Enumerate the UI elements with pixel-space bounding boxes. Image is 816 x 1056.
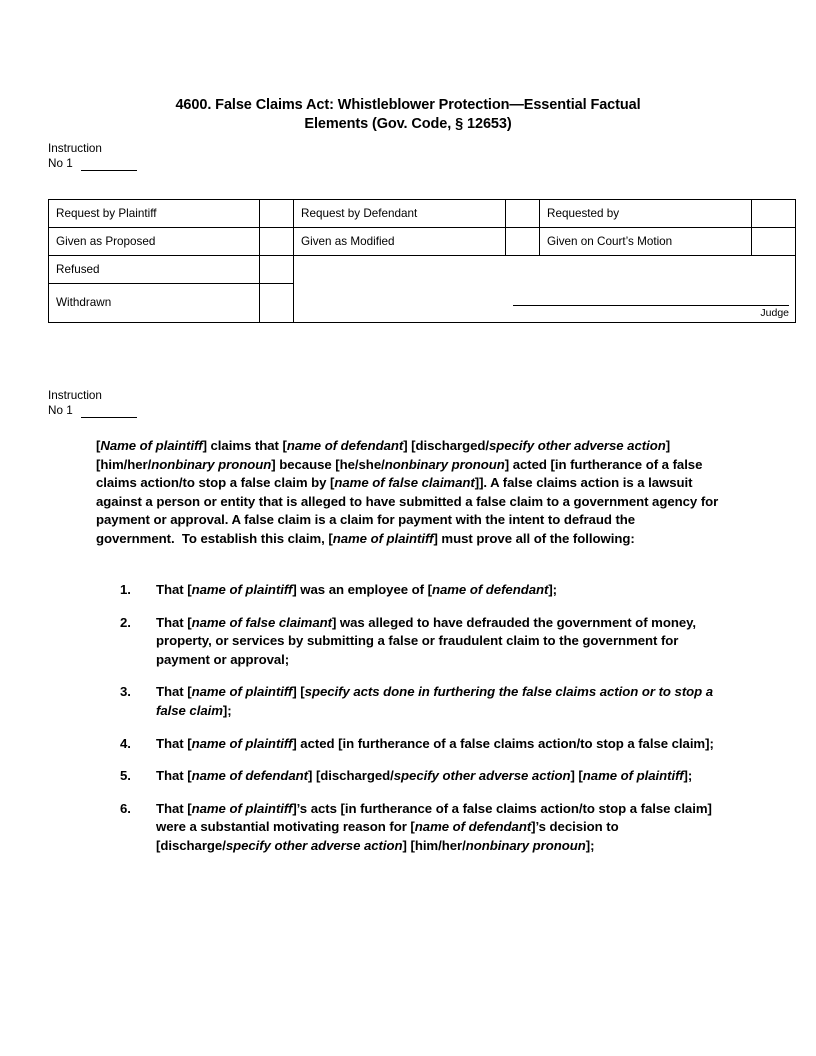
static-text: ] acted [in furtherance of a false claims action/to stop a false claim by [ xyxy=(96,456,703,491)
list-item xyxy=(120,614,728,670)
static-text: That [ xyxy=(156,768,192,784)
list-item-text xyxy=(156,800,728,856)
page-title-line-2: Elements (Gov. Code, § 12653) xyxy=(304,116,512,132)
checkbox-requested-by[interactable] xyxy=(752,200,796,228)
placeholder-variable: name of defendant xyxy=(414,819,532,835)
list-item-text xyxy=(156,581,728,600)
static-text: That [ xyxy=(156,800,192,816)
static-text: That [ xyxy=(156,684,192,700)
checkbox-given-on-courts-motion[interactable] xyxy=(752,228,796,256)
checkbox-request-by-defendant[interactable] xyxy=(506,200,540,228)
list-item-number: 1. xyxy=(120,582,131,597)
static-text: ]’s decision to [discharge/ xyxy=(156,819,619,853)
list-item-text xyxy=(156,683,728,720)
placeholder-variable: name of plaintiff xyxy=(191,684,293,700)
checkbox-given-as-proposed[interactable] xyxy=(260,228,294,256)
placeholder-variable: Name of plaintiff xyxy=(100,438,203,453)
instruction-number-top: No 1 xyxy=(48,157,73,170)
disposition-table xyxy=(48,199,796,323)
list-item xyxy=(120,800,728,856)
cell-requested-by: Requested by xyxy=(540,200,752,228)
list-item xyxy=(120,581,728,600)
cell-request-by-plaintiff: Request by Plaintiff xyxy=(49,200,260,228)
static-text: ] was alleged to have defrauded the government of money, property, or services by submitting a false or fraudulent claim to the government for payment or approval; xyxy=(156,614,697,667)
placeholder-variable: name of defendant xyxy=(191,768,308,784)
placeholder-variable: name of plaintiff xyxy=(191,735,293,751)
instruction-label-body: Instruction xyxy=(48,389,102,402)
static-text: ] [him/her/ xyxy=(402,837,466,853)
list-item xyxy=(120,683,728,720)
instruction-number-body: No 1 xyxy=(48,404,73,417)
placeholder-variable: specify acts done in furthering the false claims action or to stop a false claim xyxy=(156,684,714,718)
static-text: ] [him/her/ xyxy=(96,438,671,472)
placeholder-variable: name of false claimant xyxy=(191,614,332,630)
page-title-line-1: 4600. False Claims Act: Whistleblower Protection—Essential Factual xyxy=(175,97,641,113)
static-text: [ xyxy=(96,438,101,453)
placeholder-variable: name of false claimant xyxy=(334,475,475,491)
placeholder-variable: name of plaintiff xyxy=(332,530,434,546)
checkbox-request-by-plaintiff[interactable] xyxy=(260,200,294,228)
table-row xyxy=(49,200,796,228)
static-text: ] acted [in furtherance of a false claims action/to stop a false claim]; xyxy=(292,735,714,751)
static-text: ] must prove all of the following: xyxy=(433,530,635,546)
cell-given-as-proposed: Given as Proposed xyxy=(49,228,260,256)
list-item-text xyxy=(156,767,728,786)
table-row xyxy=(49,256,796,284)
placeholder-variable: specify other adverse action xyxy=(225,837,403,853)
checkbox-withdrawn[interactable] xyxy=(260,284,294,323)
placeholder-variable: name of defendant xyxy=(286,438,404,453)
judge-signature-block xyxy=(513,304,789,320)
placeholder-variable: name of defendant xyxy=(431,582,549,597)
static-text: ]]. A false claims action is a lawsuit against a person or entity that is alleged to have submitted a false claim to a government agency for payment or approval. A false claim is a claim for payment with the intent to defraud the government. To establish this claim, [ xyxy=(96,475,719,546)
instruction-number-blank-body[interactable] xyxy=(81,406,137,418)
list-item-text xyxy=(156,735,728,754)
static-text: ]; xyxy=(222,702,232,718)
static-text: That [ xyxy=(156,582,192,597)
placeholder-variable: nonbinary pronoun xyxy=(384,456,505,472)
static-text: ]; xyxy=(683,768,693,784)
placeholder-variable: nonbinary pronoun xyxy=(465,837,586,853)
static-text: ] [discharged/ xyxy=(307,768,394,784)
list-item xyxy=(120,735,728,754)
placeholder-variable: name of plaintiff xyxy=(582,768,684,784)
cell-request-by-defendant: Request by Defendant xyxy=(294,200,506,228)
static-text: ] [ xyxy=(292,684,305,700)
cell-given-on-courts-motion: Given on Court’s Motion xyxy=(540,228,752,256)
instruction-number-header-top xyxy=(48,141,137,171)
static-text: ] was an employee of [ xyxy=(292,582,432,597)
static-text: ] because [he/she/ xyxy=(271,456,385,472)
static-text: ] [discharged/ xyxy=(403,438,489,453)
placeholder-variable: specify other adverse action xyxy=(393,768,571,784)
judge-signature-area xyxy=(294,256,796,323)
instruction-number-blank-top[interactable] xyxy=(81,159,137,171)
list-item xyxy=(120,767,728,786)
static-text: ] claims that [ xyxy=(202,438,287,453)
placeholder-variable: name of plaintiff xyxy=(191,800,293,816)
list-item-number: 3. xyxy=(120,684,131,700)
instruction-label-top: Instruction xyxy=(48,142,102,155)
cell-withdrawn: Withdrawn xyxy=(49,284,260,323)
page-title xyxy=(120,96,696,134)
static-text: That [ xyxy=(156,614,192,630)
placeholder-variable: specify other adverse action xyxy=(489,438,666,453)
instruction-paragraph xyxy=(96,437,720,549)
static-text: ]’s acts [in furtherance of a false claims action/to stop a false claim] were a substantial motivating reason for [ xyxy=(156,800,712,835)
list-item-number: 6. xyxy=(120,800,131,816)
cell-refused: Refused xyxy=(49,256,260,284)
list-item-number: 5. xyxy=(120,768,131,784)
static-text: ] [ xyxy=(570,768,583,784)
checkbox-refused[interactable] xyxy=(260,256,294,284)
list-item-number: 2. xyxy=(120,614,131,630)
checkbox-given-as-modified[interactable] xyxy=(506,228,540,256)
table-row xyxy=(49,228,796,256)
list-item-text xyxy=(156,614,728,670)
list-item-number: 4. xyxy=(120,735,131,751)
essential-elements-list xyxy=(120,581,728,856)
placeholder-variable: nonbinary pronoun xyxy=(151,456,272,472)
static-text: That [ xyxy=(156,735,192,751)
static-text: ]; xyxy=(548,582,558,597)
instruction-number-header-body xyxy=(48,388,137,418)
cell-given-as-modified: Given as Modified xyxy=(294,228,506,256)
placeholder-variable: name of plaintiff xyxy=(191,582,293,597)
judge-signature-label: Judge xyxy=(760,307,789,319)
static-text: ]; xyxy=(585,837,595,853)
